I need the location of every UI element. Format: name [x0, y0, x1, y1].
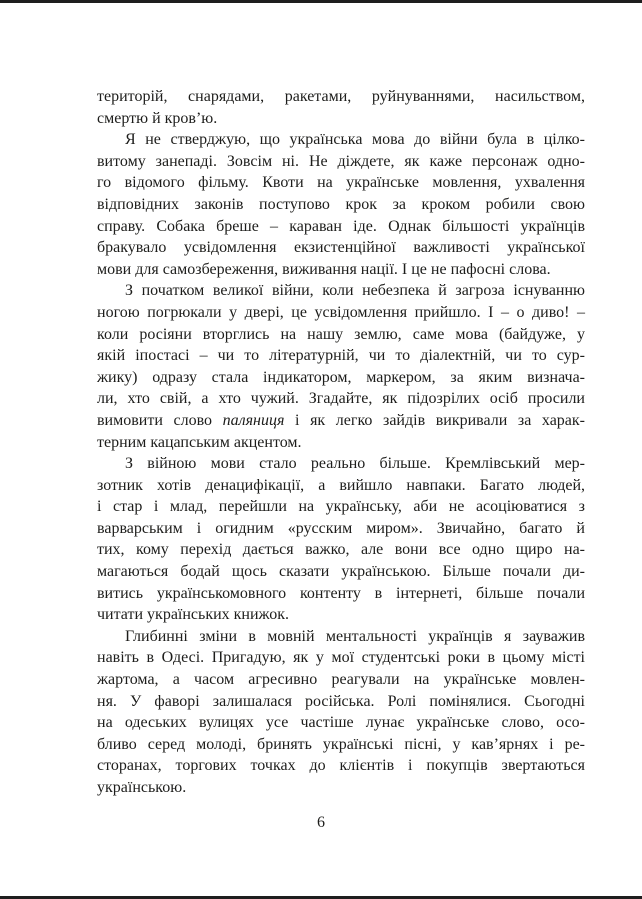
- text-line: мови для самозбереження, виживання нації. І це не пафосні слова.: [97, 260, 551, 278]
- text-line: магаються бодай щось сказати українською. Більше почали ди-: [97, 563, 585, 581]
- text-line: ногою погрюкали у двері, це усвідомлення прийшло. І – о диво! –: [97, 303, 585, 321]
- text-line: го відомого фільму. Квоти на українське мовлення, ухвалення: [97, 174, 585, 192]
- text-line: і стар і млад, перейшли на українську, аби не асоціюватися з: [97, 498, 585, 516]
- page-number: 6: [317, 814, 325, 831]
- text-line: Я не стверджую, що українська мова до війни була в цілко-: [125, 131, 585, 149]
- text-line: бливо серед молоді, бринять українські пісні, у кав’ярнях і ре-: [97, 735, 585, 753]
- text-line: відповідних законів поступово крок за кроком робили свою: [97, 195, 585, 213]
- text-line: Глибинні зміни в мовній ментальності українців я зауважив: [125, 627, 585, 645]
- text-line: бракувало усвідомлення екзистенційної важливості української: [97, 239, 585, 257]
- top-edge-bar: [0, 0, 642, 3]
- text-line: жартома, а часом агресивно реагували на українське мовлен-: [97, 671, 585, 689]
- text-line: терним кацапським акцентом.: [97, 433, 302, 451]
- text-line: ли, хто свій, а хто чужий. Згадайте, як підозрілих осіб просили: [97, 390, 585, 408]
- text-line: тих, кому перехід дається важко, але вони все одно щиро на-: [97, 541, 585, 559]
- text-line: витому занепаді. Зовсім ні. Не діждете, як каже персонаж одно-: [97, 152, 585, 170]
- text-line: витись українськомовного контенту в інтернеті, більше почали: [97, 584, 585, 602]
- text-line: вимовити слово паляниця і як легко зайдів викривали за харак-: [97, 411, 585, 429]
- text-line: навіть в Одесі. Пригадую, як у мої студентські роки в цьому місті: [97, 649, 585, 667]
- text-line: ня. У фаворі залишалася російська. Ролі помінялися. Сьогодні: [97, 692, 585, 710]
- text-line: сторанах, торгових точках до клієнтів і покупців звертаються: [97, 757, 585, 775]
- text-line: українською.: [97, 779, 187, 796]
- text-line: жику) одразу стала індикатором, маркером, за яким визнача-: [97, 368, 585, 386]
- text-line: З війною мови стало реально більше. Кремлівський мер-: [125, 455, 585, 473]
- text-line: коли росіяни вторглись на нашу землю, саме мова (байдуже, у: [97, 325, 585, 343]
- text-line: варварським і огидним «русским миром». Звичайно, багато й: [97, 519, 585, 537]
- text-line: на одеських вулицях усе частіше лунає українське слово, осо-: [97, 714, 585, 732]
- text-line: якій іпостасі – чи то літературній, чи то діалектній, чи то сур-: [97, 347, 585, 365]
- text-line: З початком великої війни, коли небезпека й загроза існуванню: [125, 282, 585, 300]
- text-line: смертю й кров’ю.: [97, 109, 218, 127]
- text-line: читати українських книжок.: [97, 606, 289, 624]
- text-line: справу. Собака бреше – караван іде. Однак більшості українців: [97, 217, 585, 235]
- page-text: [97, 86, 585, 799]
- text-line: територій, снарядами, ракетами, руйнуваннями, насильством,: [97, 88, 585, 105]
- text-line: зотник хотів денацифікації, а вийшло навпаки. Багато людей,: [97, 476, 585, 494]
